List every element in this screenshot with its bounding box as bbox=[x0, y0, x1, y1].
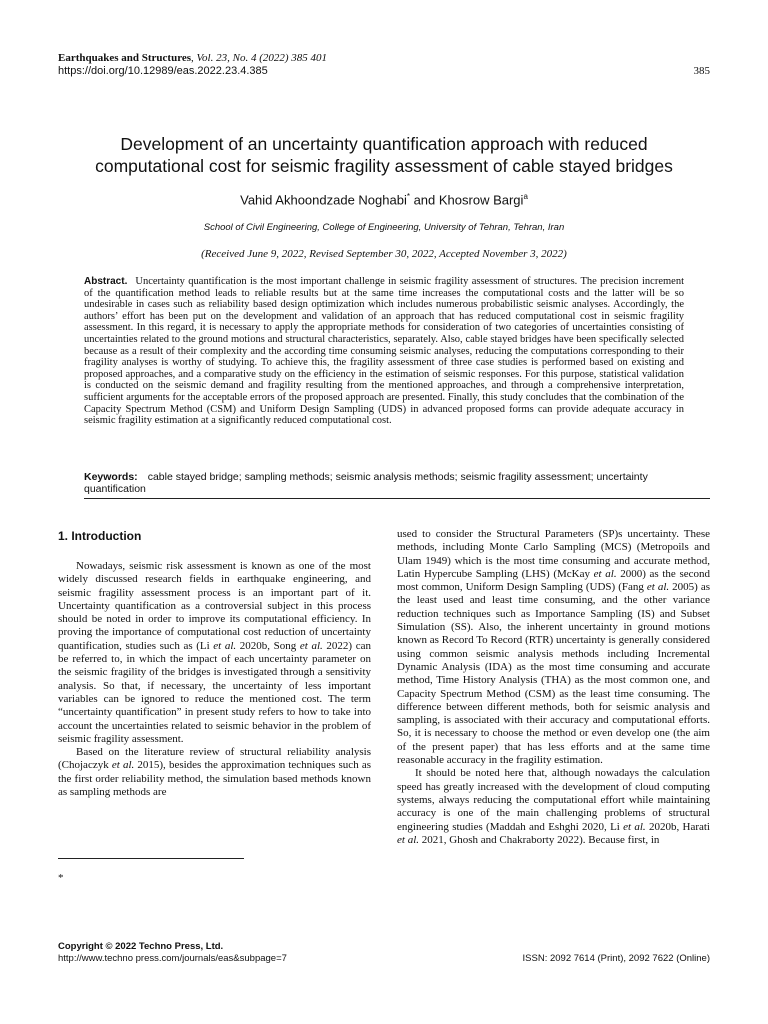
et-al: et al. bbox=[593, 567, 617, 580]
abstract bbox=[84, 276, 684, 427]
text-run: It should be noted here that, although nowadays the calculation speed has greatly increased with the development of cloud computing systems, always reducing the computational effort while maintaining accuracy is one of the main challenging problems of structural engineering studies (Maddah and Eshghi 2020, Li bbox=[397, 767, 710, 833]
et-al: et al. bbox=[213, 639, 237, 652]
text-run: 2015), besides the approximation techniques such as the first order reliability method, the simulation based methods known as sampling methods are bbox=[58, 759, 371, 799]
et-al: et al. bbox=[623, 820, 646, 833]
author-1-mark: * bbox=[406, 192, 410, 201]
et-al: et al. bbox=[299, 639, 323, 652]
right-column bbox=[397, 528, 710, 847]
journal-name: Earthquakes and Structures bbox=[58, 52, 192, 64]
intro-paragraph-1 bbox=[58, 560, 371, 746]
paper-title bbox=[58, 133, 710, 177]
received-dates: (Received June 9, 2022, Revised September 30, 2022, Accepted November 3, 2022) bbox=[201, 248, 567, 260]
section-divider bbox=[84, 498, 710, 499]
keywords-text: cable stayed bridge; sampling methods; seismic analysis methods; seismic fragility assessment; uncertainty quantification bbox=[84, 471, 648, 495]
text-run: 2005) as the least used and least time consuming, and the other variance reduction techniques such as Importance Sampling (IS) and Subset Simulation (SS). Also, the inherent uncertainty in ground motions known as Record To Record (RTR) uncertainty is generally considered using common seismic analysis methods including Incremental Dynamic Analysis (IDA) as the most time consuming and accurate method, Time History Analysis (THA) as the most common one, and Capacity Spectrum Method (CSM) as the least time consuming. The difference between different methods, both for seismic analysis and sampling, is associated with their accuracy and computational efforts. So, it is necessary to choose the method or even develop one (the aim of the present paper) that has less efforts and at the same time reasonable accuracy in the fragility estimation. bbox=[397, 581, 710, 767]
journal-citation: Earthquakes and Structures, Vol. 23, No. 4 (2022) 385 401 bbox=[58, 52, 328, 64]
author-2: Khosrow Bargi bbox=[438, 192, 524, 208]
text-run: 2021, Ghosh and Chakraborty 2022). Because first, in bbox=[419, 833, 660, 846]
issn: ISSN: 2092 7614 (Print), 2092 7622 (Online) bbox=[522, 953, 710, 964]
intro-paragraph-2 bbox=[58, 746, 371, 799]
author-1: Vahid Akhoondzade Noghabi bbox=[240, 192, 407, 208]
title-line-2: computational cost for seismic fragility assessment of cable stayed bridges bbox=[95, 156, 673, 176]
text-run: 2000) as the second most common, Uniform Design Sampling (UDS) (Fang bbox=[397, 567, 711, 594]
footnote-mark: * bbox=[58, 872, 64, 884]
abstract-text: Uncertainty quantification is the most important challenge in seismic fragility assessment of structures. The precision increment of the quantification method leads to reliable results but at the same time increases the computational costs and the latter will be so undesirable in cases such as reliability based design optimization which includes numerous probabilistic seismic analyses. Accordingly, the authors’ effort has been put on the development and validation of an approach that has reduced computational cost in seismic fragility assessment. In this regard, it is necessary to apply the appropriate methods for consideration of two categories of uncertainties consisting of uncertainties related to the ground motions and structural characteristics, separately. Also, cable stayed bridges have been specifically selected because as a result of their complexity and the according time consuming seismic analyses, reducing the computations corresponding to their fragility analyses is worthy of studying. To achieve this, the fragility assessment of three case studies is performed based on existing and proposed approaches, and a comparative study on the efficiency in the estimation of seismic responses. For this purpose, statistical validation is conducted on the seismic demand and fragility resulting from the mentioned approaches, and through a comprehensive interpretation, sufficient arguments for the acceptable errors of the proposed approach are presented. Finally, this study concludes that the combination of the Capacity Spectrum Method (CSM) and Uniform Design Sampling (UDS) in advanced proposed forms can provide adequate accuracy in seismic fragility estimation at a significantly reduced computational cost. bbox=[84, 276, 684, 427]
et-al: et al. bbox=[646, 581, 670, 594]
doi-link[interactable]: https://doi.org/10.12989/eas.2022.23.4.385 bbox=[58, 65, 268, 77]
et-al: et al. bbox=[111, 759, 135, 772]
journal-url-link[interactable]: http://www.techno press.com/journals/eas&subpage=7 bbox=[58, 953, 287, 964]
text-run: 2020b, Harati bbox=[645, 820, 710, 833]
left-column bbox=[58, 528, 371, 799]
abstract-label: Abstract. bbox=[84, 276, 128, 287]
author-list bbox=[58, 192, 710, 207]
intro-paragraph-3 bbox=[397, 767, 710, 847]
text-run: 2020b, Song bbox=[236, 639, 300, 652]
text-run: 2022) can be referred to, in which the impact of each uncertainty parameter on the seismic fragility of the bridges is investigated through a sensitivity analysis. So that, if necessary, the uncertainty of less important variables can be ignored to reduce the mentioned cost. The term “uncertainty quantification” in present study refers to how to take into account the uncertainties related to seismic behavior in the problem of seismic fragility assessment. bbox=[58, 639, 371, 745]
intro-paragraph-2-continued bbox=[397, 528, 710, 767]
keywords bbox=[84, 471, 684, 495]
text-run: used to consider the Structural Parameters (SP)s uncertainty. These methods, including Monte Carlo Sampling (MCS) (Metropoils and Ulam 1949) which is the most time consuming and accurate method, Latin Hypercube Sampling (LHS) (McKay bbox=[397, 528, 710, 580]
affiliation: School of Civil Engineering, College of Engineering, University of Tehran, Tehran, Iran bbox=[203, 222, 565, 233]
title-line-1: Development of an uncertainty quantification approach with reduced bbox=[120, 134, 648, 154]
page-number: 385 bbox=[693, 65, 710, 77]
keywords-label: Keywords: bbox=[84, 471, 138, 483]
copyright-notice: Copyright © 2022 Techno Press, Ltd. bbox=[58, 941, 224, 952]
footnote-rule bbox=[58, 858, 244, 859]
author-joiner: and bbox=[409, 192, 439, 208]
text-run: Based on the literature review of structural reliability analysis (Chojaczyk bbox=[58, 746, 371, 772]
journal-issue: Vol. 23, No. 4 (2022) 385 401 bbox=[196, 52, 328, 64]
text-run: Nowadays, seismic risk assessment is known as one of the most widely discussed research fields in earthquake engineering, and seismic fragility assessment process is an important part of it. Uncertainty quantification as a controversial subject in this process should be noted in order to improve its computational efficiency. In proving the importance of computational cost reduction of uncertainty quantification, studies such as (Li bbox=[58, 560, 371, 652]
author-2-mark: a bbox=[523, 192, 528, 201]
section-heading-introduction: 1. Introduction bbox=[58, 529, 142, 543]
et-al: et al. bbox=[397, 833, 419, 846]
